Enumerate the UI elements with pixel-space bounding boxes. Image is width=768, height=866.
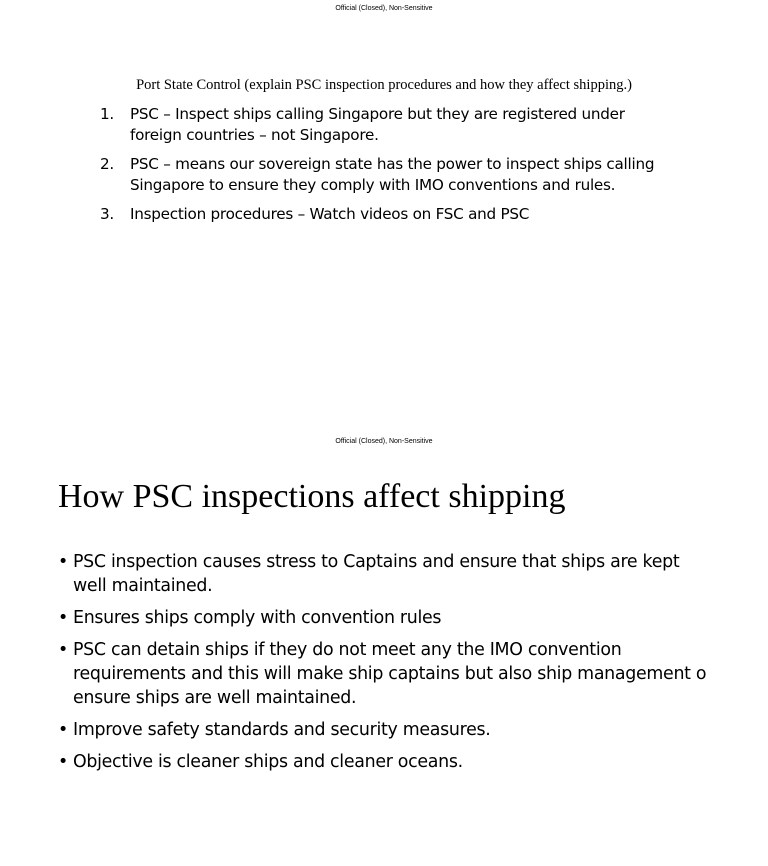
list-item xyxy=(58,750,708,774)
bullet-icon: • xyxy=(58,640,68,660)
list-item-text: PSC – means our sovereign state has the power to inspect ships calling Singapore to ensure they comply with IMO conventions and rules. xyxy=(130,155,655,194)
list-item-text: Objective is cleaner ships and cleaner oceans. xyxy=(73,752,463,772)
list-item xyxy=(58,718,708,742)
slide-port-state-control xyxy=(0,0,768,432)
list-item-number: 1. xyxy=(100,105,114,123)
bullet-icon: • xyxy=(58,552,68,572)
slide-title: How PSC inspections affect shipping xyxy=(58,478,566,515)
list-item-text: PSC – Inspect ships calling Singapore but they are registered under foreign countries – not Singapore. xyxy=(130,105,625,144)
list-item xyxy=(100,154,670,196)
list-item-number: 2. xyxy=(100,155,114,173)
list-item xyxy=(58,638,708,710)
list-item-text: Ensures ships comply with convention rules xyxy=(73,608,442,628)
list-item xyxy=(58,606,708,630)
list-item-text: Improve safety standards and security measures. xyxy=(73,720,491,740)
bullet-icon: • xyxy=(58,752,68,772)
slide-psc-impact xyxy=(0,432,768,866)
classification-label: Official (Closed), Non-Sensitive xyxy=(335,5,433,12)
slide-heading: Port State Control (explain PSC inspection procedures and how they affect shipping.) xyxy=(136,77,632,93)
numbered-list xyxy=(100,104,670,233)
list-item xyxy=(58,550,708,598)
list-item-text: Inspection procedures – Watch videos on FSC and PSC xyxy=(130,205,530,223)
classification-label: Official (Closed), Non-Sensitive xyxy=(335,438,433,445)
list-item xyxy=(100,204,670,225)
bullet-icon: • xyxy=(58,608,68,628)
bullet-list xyxy=(58,550,708,782)
bullet-icon: • xyxy=(58,720,68,740)
list-item-text: PSC inspection causes stress to Captains and ensure that ships are kept well maintained. xyxy=(73,552,680,596)
list-item-number: 3. xyxy=(100,205,114,223)
list-item-text: PSC can detain ships if they do not meet any the IMO convention requirements and this will make ship captains but also ship management o ensure ships are well maintained. xyxy=(73,640,707,708)
list-item xyxy=(100,104,670,146)
